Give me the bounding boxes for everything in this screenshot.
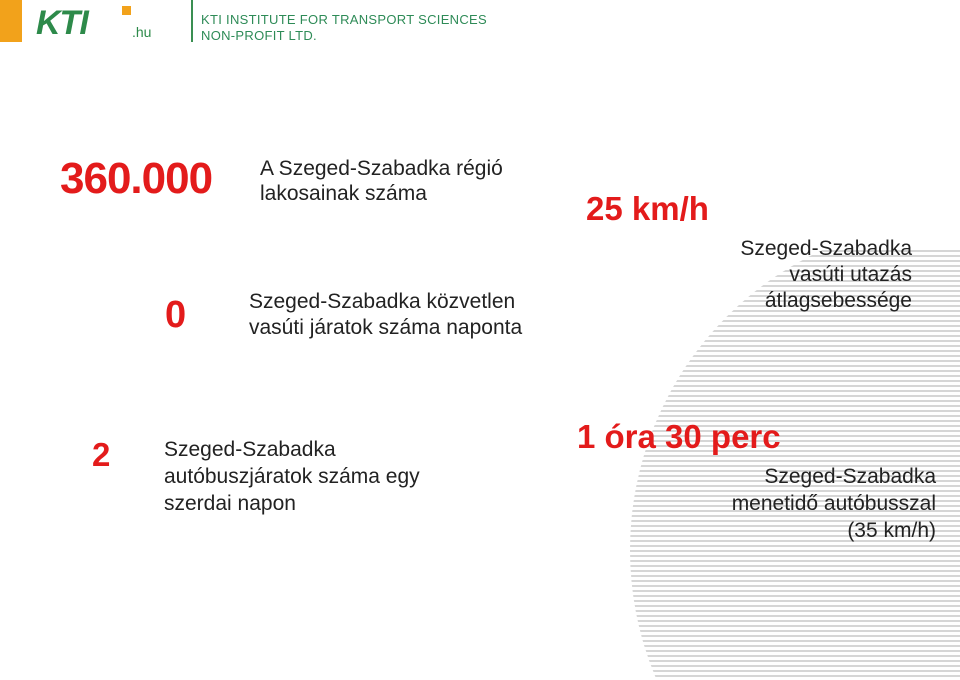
stripe-line [600, 675, 960, 677]
stripe-line [600, 590, 960, 592]
desc-line: Szeged-Szabadka [764, 465, 936, 488]
stripe-line [600, 405, 960, 407]
stripe-line [600, 595, 960, 597]
stripe-line [600, 660, 960, 662]
stripe-line [600, 565, 960, 567]
institute-name [201, 12, 487, 44]
accent-bar [0, 0, 22, 42]
stripe-line [600, 325, 960, 327]
stripe-line [600, 545, 960, 547]
stripe-line [600, 640, 960, 642]
stat-bus-time-value: 1 óra 30 perc [577, 418, 781, 455]
stat-bus-count-value: 2 [92, 436, 111, 473]
stripe-line [600, 345, 960, 347]
stat-population-description [260, 156, 503, 206]
stripe-line [600, 585, 960, 587]
stat-rail-speed-value: 25 km/h [586, 190, 709, 227]
stripe-line [600, 645, 960, 647]
stripe-line [600, 415, 960, 417]
stat-rail-speed-description [740, 236, 912, 314]
stripe-line [600, 400, 960, 402]
stripe-line [600, 620, 960, 622]
desc-line: lakosainak száma [260, 182, 427, 205]
stripe-line [600, 560, 960, 562]
desc-line: A Szeged-Szabadka régió [260, 157, 503, 180]
stripe-line [600, 380, 960, 382]
stripe-line [600, 360, 960, 362]
desc-line: Szeged-Szabadka közvetlen [249, 290, 516, 313]
logo-mark: KTI [36, 4, 88, 42]
stripe-line [600, 375, 960, 377]
stripe-line [600, 460, 960, 462]
stripe-line [600, 665, 960, 667]
stripe-line [600, 390, 960, 392]
desc-line: autóbuszjáratok száma egy [164, 465, 420, 488]
logo-dot-icon [122, 6, 131, 15]
desc-line: (35 km/h) [847, 519, 936, 542]
stripe-line [600, 355, 960, 357]
stripe-line [600, 315, 960, 317]
institute-line-1: KTI INSTITUTE FOR TRANSPORT SCIENCES [201, 12, 488, 27]
stripe-line [600, 655, 960, 657]
stripe-line [600, 605, 960, 607]
stripe-line [600, 615, 960, 617]
stripe-line [600, 630, 960, 632]
header-divider [191, 0, 193, 42]
stripe-line [600, 555, 960, 557]
stat-bus-time-description [732, 463, 936, 544]
desc-line: szerdai napon [164, 492, 296, 515]
stat-rail-connections-value: 0 [165, 294, 187, 336]
desc-line: vasúti utazás [789, 263, 912, 286]
stripe-line [600, 575, 960, 577]
desc-line: Szeged-Szabadka [164, 438, 336, 461]
institute-line-2: NON-PROFIT LTD. [201, 28, 317, 43]
stripe-line [600, 600, 960, 602]
stripe-line [600, 350, 960, 352]
stripe-line [600, 580, 960, 582]
stripe-line [600, 395, 960, 397]
stripe-line [600, 365, 960, 367]
stripe-line [600, 670, 960, 672]
stat-population-value: 360.000 [60, 154, 213, 203]
stripe-line [600, 385, 960, 387]
desc-line: átlagsebessége [764, 289, 912, 312]
logo-tld: .hu [132, 24, 152, 40]
desc-line: Szeged-Szabadka [740, 237, 912, 260]
stripe-line [600, 570, 960, 572]
stripe-line [600, 410, 960, 412]
stripe-line [600, 610, 960, 612]
stripe-line [600, 370, 960, 372]
stripe-line [600, 320, 960, 322]
stripe-line [600, 550, 960, 552]
stripe-line [600, 335, 960, 337]
stripe-line [600, 635, 960, 637]
stat-rail-connections-description [249, 289, 522, 341]
stripe-line [600, 330, 960, 332]
stripe-line [600, 625, 960, 627]
stat-bus-count-description [164, 436, 420, 517]
desc-line: menetidő autóbusszal [731, 492, 936, 515]
stripe-line [600, 650, 960, 652]
stripe-line [600, 340, 960, 342]
desc-line: vasúti járatok száma naponta [249, 316, 523, 339]
